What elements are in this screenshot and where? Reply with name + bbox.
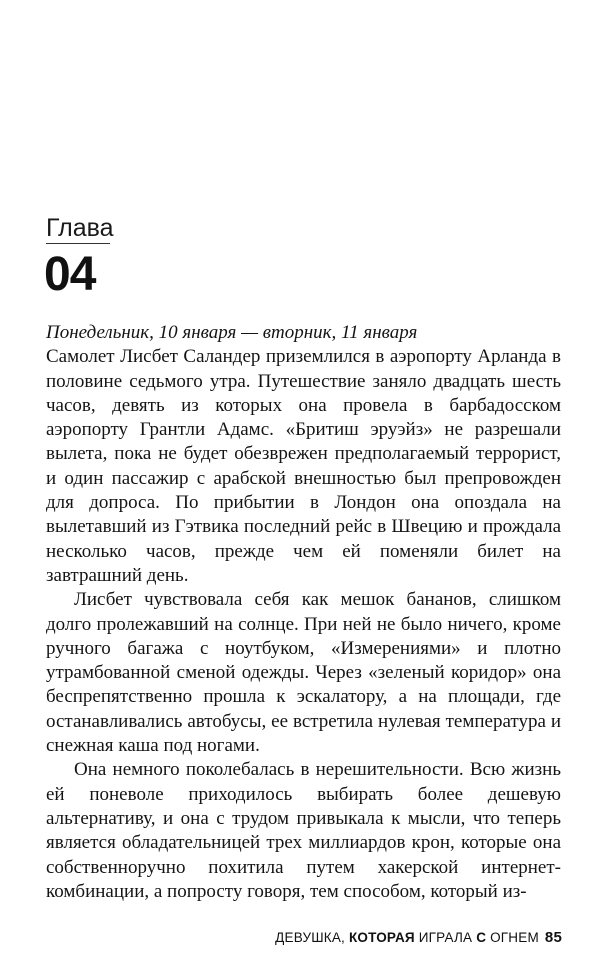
body-text (46, 321, 561, 904)
dateline: Понедельник, 10 января — вторник, 11 января (46, 322, 418, 343)
footer-title-part-4: С (476, 930, 487, 945)
chapter-number: 04 (44, 248, 96, 301)
chapter-label: Глава (46, 214, 114, 242)
page-number: 85 (544, 929, 562, 946)
paragraph-2: Лисбет чувствовала себя как мешок бананов, слишком долго пролежавший на солнце. При ней не было ничего, кроме ручного багажа с ноутбуком, «Измерениями» и плотно утрамбованной сменой одежды. Через «зеленый коридор» она беспрепятственно прошла к эскалатору, а на площади, где останавливались автобусы, ее встретила нулевая температура и снежная каша под ногами. (46, 589, 561, 757)
chapter-divider (46, 243, 110, 244)
paragraph-1: Самолет Лисбет Саландер приземлился в аэропорту Арланда в половине седьмого утра. Путешествие заняло двадцать шесть часов, девять из которых она провела в барбадосском аэропорту Грантли Адамс. «Бритиш эруэйз» не разрешали вылета, пока не будет обезврежен предполагаемый террорист, и один пассажир с арабской внешностью был препровожден для допроса. По прибытии в Лондон она опоздала на вылетавший из Гэтвика последний рейс в Швецию и прождала несколько часов, прежде чем ей поменяли билет на завтрашний день. (46, 346, 561, 586)
footer-title-part-2: КОТОРАЯ (348, 930, 415, 945)
footer-title-part-5: ОГНЕМ (486, 930, 539, 945)
running-footer (275, 929, 562, 947)
footer-title-part-3: ИГРАЛА (414, 930, 477, 945)
footer-title-part-1: ДЕВУШКА, (275, 930, 349, 945)
paragraph-3: Она немного поколебалась в нерешительности. Всю жизнь ей поневоле приходилось выбирать более дешевую альтернативу, и она с трудом привыкала к мысли, что теперь является обладательницей трех миллиардов крон, которые она собственноручно похитила путем хакерской интернет-комбинации, а попросту говоря, тем способом, который из- (46, 759, 561, 902)
